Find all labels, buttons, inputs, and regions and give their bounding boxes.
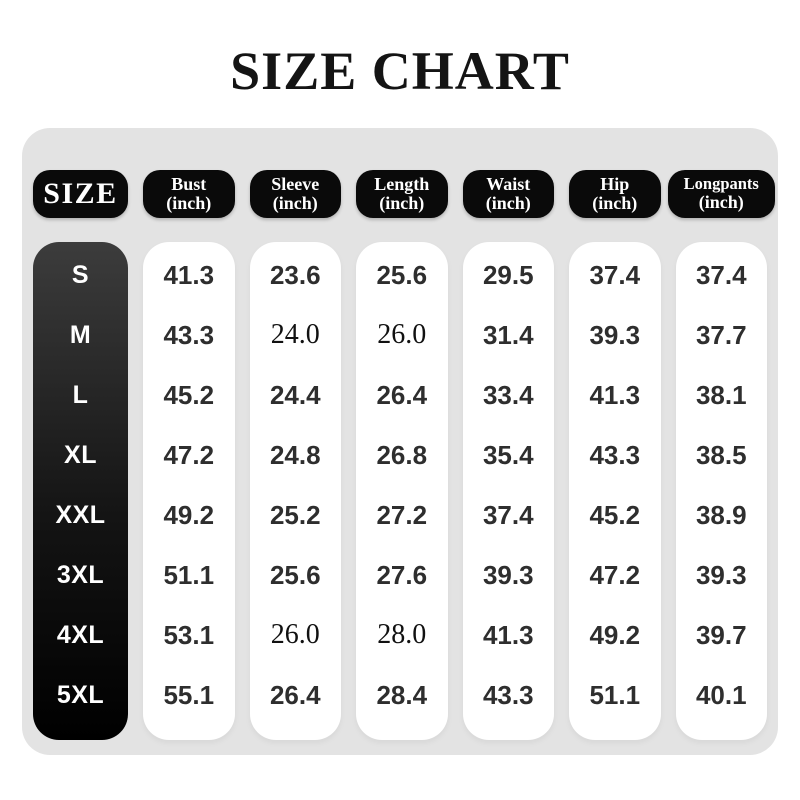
column-header-unit: (inch) (379, 193, 425, 213)
size-label: 3XL (56, 560, 105, 589)
size-label: M (69, 320, 92, 349)
value-cell-bust: 55.1 (163, 679, 215, 710)
measurement-column-length (356, 242, 448, 740)
measurement-column-sleeve (250, 242, 342, 740)
column-header-hip (569, 170, 661, 218)
value-cell-hip: 41.3 (589, 379, 641, 410)
value-cell-waist: 29.5 (482, 259, 534, 290)
value-cell-longpants: 40.1 (695, 679, 747, 710)
value-cell-bust: 45.2 (163, 379, 215, 410)
column-header-bust (143, 170, 235, 218)
size-chart-board (22, 128, 778, 755)
value-cell-sleeve: 24.8 (269, 439, 321, 470)
column-header-label: Bust (171, 173, 207, 194)
value-cell-sleeve: 26.4 (269, 679, 321, 710)
value-cell-sleeve: 25.6 (269, 559, 321, 590)
value-cell-sleeve: 25.2 (269, 499, 321, 530)
value-cell-bust: 43.3 (163, 319, 215, 350)
value-cell-longpants: 39.3 (695, 559, 747, 590)
value-cell-hip: 39.3 (589, 319, 641, 350)
column-header-sleeve (250, 170, 342, 218)
value-cell-length: 26.4 (376, 379, 428, 410)
value-cell-length: 28.0 (377, 619, 427, 650)
value-cell-waist: 43.3 (482, 679, 534, 710)
value-cell-longpants: 37.7 (695, 319, 747, 350)
size-header-pill (33, 170, 128, 218)
size-label: 5XL (56, 680, 105, 709)
value-cell-waist: 41.3 (482, 619, 534, 650)
measurement-column-waist (463, 242, 555, 740)
column-header-waist (463, 170, 555, 218)
value-cell-hip: 51.1 (589, 679, 641, 710)
size-label: 4XL (56, 620, 105, 649)
value-cell-bust: 47.2 (163, 439, 215, 470)
page-title: SIZE CHART (230, 41, 570, 101)
value-cell-waist: 37.4 (482, 499, 534, 530)
column-header-label: Sleeve (271, 173, 320, 194)
column-header-unit: (inch) (485, 193, 531, 213)
value-cell-bust: 49.2 (163, 499, 215, 530)
value-cell-length: 27.2 (376, 499, 428, 530)
value-cell-bust: 41.3 (163, 259, 215, 290)
value-cell-longpants: 39.7 (695, 619, 747, 650)
value-cell-hip: 47.2 (589, 559, 641, 590)
column-header-longpants (668, 170, 776, 218)
measurement-column-hip (569, 242, 661, 740)
value-cell-waist: 31.4 (482, 319, 534, 350)
value-cell-longpants: 38.9 (695, 499, 747, 530)
value-cell-bust: 53.1 (163, 619, 215, 650)
value-cell-bust: 51.1 (163, 559, 215, 590)
value-cell-length: 27.6 (376, 559, 428, 590)
value-cell-waist: 35.4 (482, 439, 534, 470)
value-cell-longpants: 38.1 (695, 379, 747, 410)
value-cell-sleeve: 23.6 (269, 259, 321, 290)
size-column (33, 242, 128, 740)
value-cell-hip: 37.4 (589, 259, 641, 290)
measurement-column-longpants (676, 242, 768, 740)
value-cell-hip: 49.2 (589, 619, 641, 650)
header-row (33, 170, 767, 218)
column-header-unit: (inch) (698, 192, 744, 213)
size-label: XXL (55, 500, 106, 529)
size-header-label: SIZE (43, 177, 118, 210)
value-cell-length: 28.4 (376, 679, 428, 710)
value-cell-length: 25.6 (376, 259, 428, 290)
column-header-unit: (inch) (166, 193, 212, 213)
value-cell-hip: 43.3 (589, 439, 641, 470)
column-header-label: Longpants (683, 174, 759, 194)
size-label: L (72, 380, 89, 409)
column-header-label: Hip (600, 173, 630, 194)
value-cell-waist: 39.3 (482, 559, 534, 590)
size-label: XL (64, 440, 97, 469)
value-cell-length: 26.8 (376, 439, 428, 470)
column-header-unit: (inch) (272, 193, 318, 213)
value-cell-longpants: 38.5 (695, 439, 747, 470)
size-label: S (71, 260, 90, 289)
measurement-column-bust (143, 242, 235, 740)
column-header-label: Waist (486, 173, 531, 194)
value-cell-sleeve: 24.0 (270, 319, 320, 350)
value-cell-waist: 33.4 (482, 379, 534, 410)
value-cell-longpants: 37.4 (695, 259, 747, 290)
value-cell-sleeve: 26.0 (270, 619, 320, 650)
column-header-length (356, 170, 448, 218)
value-cell-hip: 45.2 (589, 499, 641, 530)
table-body (33, 242, 767, 740)
value-cell-length: 26.0 (377, 319, 427, 350)
column-header-label: Length (374, 173, 430, 194)
value-cell-sleeve: 24.4 (269, 379, 321, 410)
column-header-unit: (inch) (592, 193, 638, 213)
